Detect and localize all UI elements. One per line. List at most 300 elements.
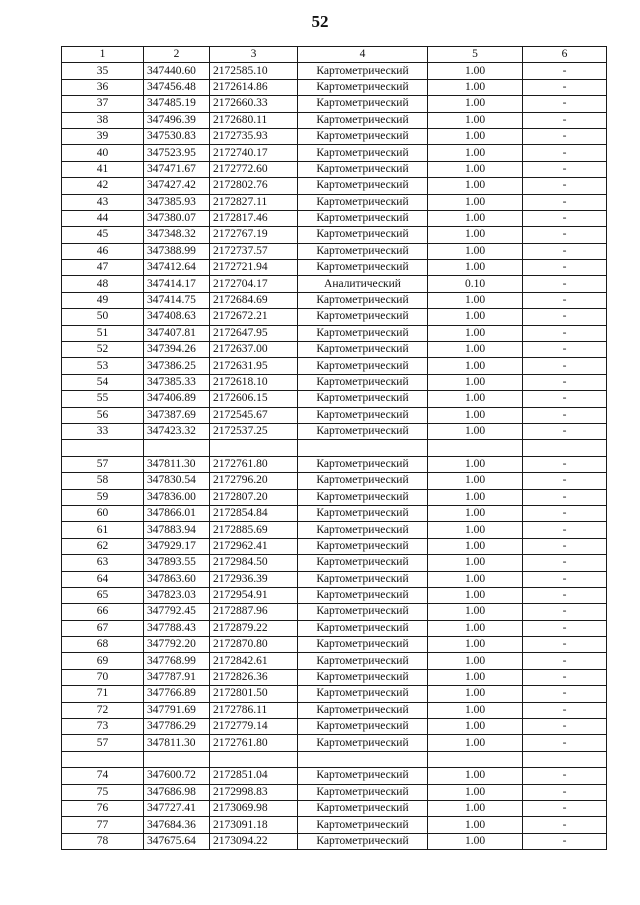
note-cell: -	[523, 178, 607, 194]
accuracy-cell	[428, 440, 523, 456]
point-number-cell: 57	[62, 735, 144, 751]
x-coordinate-cell: 347863.60	[144, 571, 210, 587]
point-number-cell: 52	[62, 342, 144, 358]
note-cell: -	[523, 604, 607, 620]
accuracy-cell: 1.00	[428, 112, 523, 128]
accuracy-cell: 1.00	[428, 407, 523, 423]
y-coordinate-cell: 2172962.41	[210, 538, 298, 554]
point-number-cell: 44	[62, 210, 144, 226]
method-cell: Картометрический	[298, 833, 428, 849]
x-coordinate-cell: 347386.25	[144, 358, 210, 374]
note-cell: -	[523, 571, 607, 587]
table-row	[62, 96, 607, 112]
method-cell: Картометрический	[298, 653, 428, 669]
y-coordinate-cell: 2172660.33	[210, 96, 298, 112]
y-coordinate-cell: 2173091.18	[210, 817, 298, 833]
method-cell: Картометрический	[298, 489, 428, 505]
table-row	[62, 145, 607, 161]
point-number-cell: 77	[62, 817, 144, 833]
method-cell: Картометрический	[298, 79, 428, 95]
point-number-cell: 67	[62, 620, 144, 636]
method-cell: Картометрический	[298, 178, 428, 194]
method-cell: Картометрический	[298, 735, 428, 751]
point-number-cell: 53	[62, 358, 144, 374]
note-cell: -	[523, 292, 607, 308]
accuracy-cell: 1.00	[428, 194, 523, 210]
x-coordinate-cell: 347866.01	[144, 505, 210, 521]
method-cell: Картометрический	[298, 637, 428, 653]
y-coordinate-cell: 2172801.50	[210, 686, 298, 702]
method-cell: Картометрический	[298, 342, 428, 358]
method-cell: Картометрический	[298, 358, 428, 374]
point-number-cell: 58	[62, 473, 144, 489]
method-cell: Картометрический	[298, 604, 428, 620]
x-coordinate-cell: 347684.36	[144, 817, 210, 833]
accuracy-cell: 1.00	[428, 309, 523, 325]
method-cell	[298, 440, 428, 456]
point-number-cell: 50	[62, 309, 144, 325]
y-coordinate-cell: 2172936.39	[210, 571, 298, 587]
point-number-cell: 62	[62, 538, 144, 554]
accuracy-cell: 1.00	[428, 735, 523, 751]
point-number-cell	[62, 440, 144, 456]
table-header-row	[62, 47, 607, 63]
note-cell: -	[523, 276, 607, 292]
point-number-cell: 63	[62, 555, 144, 571]
y-coordinate-cell: 2172585.10	[210, 63, 298, 79]
y-coordinate-cell: 2172817.46	[210, 210, 298, 226]
header-cell: 1	[62, 47, 144, 63]
method-cell: Картометрический	[298, 719, 428, 735]
accuracy-cell: 1.00	[428, 358, 523, 374]
method-cell: Картометрический	[298, 63, 428, 79]
accuracy-cell: 1.00	[428, 423, 523, 439]
note-cell: -	[523, 358, 607, 374]
x-coordinate-cell: 347883.94	[144, 522, 210, 538]
point-number-cell: 73	[62, 719, 144, 735]
accuracy-cell: 1.00	[428, 555, 523, 571]
y-coordinate-cell: 2172879.22	[210, 620, 298, 636]
note-cell	[523, 751, 607, 767]
x-coordinate-cell: 347414.17	[144, 276, 210, 292]
y-coordinate-cell: 2172827.11	[210, 194, 298, 210]
accuracy-cell: 1.00	[428, 505, 523, 521]
table-row	[62, 325, 607, 341]
point-number-cell: 33	[62, 423, 144, 439]
point-number-cell: 60	[62, 505, 144, 521]
x-coordinate-cell: 347786.29	[144, 719, 210, 735]
accuracy-cell: 1.00	[428, 96, 523, 112]
accuracy-cell: 1.00	[428, 833, 523, 849]
accuracy-cell: 1.00	[428, 325, 523, 341]
note-cell: -	[523, 145, 607, 161]
accuracy-cell: 1.00	[428, 63, 523, 79]
y-coordinate-cell: 2172870.80	[210, 637, 298, 653]
x-coordinate-cell: 347427.42	[144, 178, 210, 194]
x-coordinate-cell: 347788.43	[144, 620, 210, 636]
note-cell: -	[523, 473, 607, 489]
table-row	[62, 489, 607, 505]
x-coordinate-cell: 347929.17	[144, 538, 210, 554]
table-row	[62, 604, 607, 620]
table-row	[62, 423, 607, 439]
note-cell: -	[523, 423, 607, 439]
method-cell: Картометрический	[298, 128, 428, 144]
table-row	[62, 800, 607, 816]
table-row	[62, 112, 607, 128]
y-coordinate-cell: 2172779.14	[210, 719, 298, 735]
y-coordinate-cell: 2173069.98	[210, 800, 298, 816]
note-cell: -	[523, 686, 607, 702]
accuracy-cell: 1.00	[428, 817, 523, 833]
method-cell: Картометрический	[298, 587, 428, 603]
x-coordinate-cell	[144, 751, 210, 767]
note-cell: -	[523, 325, 607, 341]
accuracy-cell: 1.00	[428, 145, 523, 161]
accuracy-cell: 1.00	[428, 686, 523, 702]
note-cell: -	[523, 161, 607, 177]
note-cell: -	[523, 374, 607, 390]
table-row	[62, 309, 607, 325]
point-number-cell: 74	[62, 768, 144, 784]
point-number-cell: 70	[62, 669, 144, 685]
accuracy-cell: 1.00	[428, 522, 523, 538]
x-coordinate-cell: 347823.03	[144, 587, 210, 603]
y-coordinate-cell: 2172998.83	[210, 784, 298, 800]
note-cell: -	[523, 637, 607, 653]
x-coordinate-cell: 347380.07	[144, 210, 210, 226]
header-cell: 2	[144, 47, 210, 63]
y-coordinate-cell: 2172737.57	[210, 243, 298, 259]
note-cell: -	[523, 260, 607, 276]
table-row	[62, 522, 607, 538]
y-coordinate-cell: 2172618.10	[210, 374, 298, 390]
y-coordinate-cell: 2172606.15	[210, 391, 298, 407]
note-cell: -	[523, 735, 607, 751]
x-coordinate-cell: 347385.33	[144, 374, 210, 390]
table-row	[62, 243, 607, 259]
method-cell: Картометрический	[298, 784, 428, 800]
accuracy-cell: 1.00	[428, 374, 523, 390]
table-row	[62, 735, 607, 751]
method-cell: Картометрический	[298, 391, 428, 407]
x-coordinate-cell: 347675.64	[144, 833, 210, 849]
table-row	[62, 292, 607, 308]
x-coordinate-cell: 347727.41	[144, 800, 210, 816]
x-coordinate-cell: 347485.19	[144, 96, 210, 112]
x-coordinate-cell: 347471.67	[144, 161, 210, 177]
accuracy-cell: 1.00	[428, 620, 523, 636]
method-cell: Картометрический	[298, 145, 428, 161]
y-coordinate-cell: 2172704.17	[210, 276, 298, 292]
method-cell	[298, 751, 428, 767]
table-row	[62, 342, 607, 358]
x-coordinate-cell: 347686.98	[144, 784, 210, 800]
note-cell: -	[523, 719, 607, 735]
x-coordinate-cell: 347523.95	[144, 145, 210, 161]
x-coordinate-cell: 347787.91	[144, 669, 210, 685]
table-row	[62, 817, 607, 833]
method-cell: Картометрический	[298, 194, 428, 210]
x-coordinate-cell: 347600.72	[144, 768, 210, 784]
method-cell: Картометрический	[298, 538, 428, 554]
y-coordinate-cell: 2172786.11	[210, 702, 298, 718]
method-cell: Картометрический	[298, 161, 428, 177]
accuracy-cell: 1.00	[428, 800, 523, 816]
table-row	[62, 210, 607, 226]
point-number-cell: 51	[62, 325, 144, 341]
note-cell	[523, 440, 607, 456]
accuracy-cell: 1.00	[428, 702, 523, 718]
method-cell: Картометрический	[298, 768, 428, 784]
y-coordinate-cell: 2172772.60	[210, 161, 298, 177]
header-cell: 5	[428, 47, 523, 63]
note-cell: -	[523, 522, 607, 538]
table-row	[62, 637, 607, 653]
method-cell: Картометрический	[298, 620, 428, 636]
method-cell: Картометрический	[298, 800, 428, 816]
page-number: 52	[311, 12, 329, 31]
x-coordinate-cell: 347811.30	[144, 456, 210, 472]
note-cell: -	[523, 620, 607, 636]
point-number-cell	[62, 751, 144, 767]
y-coordinate-cell: 2172887.96	[210, 604, 298, 620]
accuracy-cell: 1.00	[428, 587, 523, 603]
method-cell: Картометрический	[298, 423, 428, 439]
note-cell: -	[523, 555, 607, 571]
accuracy-cell: 1.00	[428, 784, 523, 800]
accuracy-cell: 1.00	[428, 260, 523, 276]
y-coordinate-cell	[210, 440, 298, 456]
table-row	[62, 178, 607, 194]
y-coordinate-cell: 2172807.20	[210, 489, 298, 505]
method-cell: Картометрический	[298, 702, 428, 718]
table-row	[62, 784, 607, 800]
point-number-cell: 59	[62, 489, 144, 505]
point-number-cell: 47	[62, 260, 144, 276]
accuracy-cell: 1.00	[428, 768, 523, 784]
accuracy-cell: 1.00	[428, 719, 523, 735]
table-row	[62, 260, 607, 276]
note-cell: -	[523, 96, 607, 112]
note-cell: -	[523, 489, 607, 505]
method-cell: Картометрический	[298, 456, 428, 472]
table-row	[62, 374, 607, 390]
table-row	[62, 719, 607, 735]
y-coordinate-cell: 2172545.67	[210, 407, 298, 423]
x-coordinate-cell: 347385.93	[144, 194, 210, 210]
y-coordinate-cell: 2172761.80	[210, 735, 298, 751]
method-cell: Картометрический	[298, 243, 428, 259]
y-coordinate-cell: 2172631.95	[210, 358, 298, 374]
x-coordinate-cell: 347496.39	[144, 112, 210, 128]
point-number-cell: 40	[62, 145, 144, 161]
x-coordinate-cell: 347414.75	[144, 292, 210, 308]
note-cell: -	[523, 768, 607, 784]
method-cell: Картометрический	[298, 210, 428, 226]
table-row	[62, 358, 607, 374]
point-number-cell: 57	[62, 456, 144, 472]
method-cell: Картометрический	[298, 374, 428, 390]
note-cell: -	[523, 63, 607, 79]
y-coordinate-cell: 2172735.93	[210, 128, 298, 144]
accuracy-cell: 1.00	[428, 342, 523, 358]
point-number-cell: 69	[62, 653, 144, 669]
x-coordinate-cell: 347348.32	[144, 227, 210, 243]
accuracy-cell: 1.00	[428, 473, 523, 489]
y-coordinate-cell: 2172767.19	[210, 227, 298, 243]
y-coordinate-cell: 2172842.61	[210, 653, 298, 669]
accuracy-cell: 1.00	[428, 79, 523, 95]
x-coordinate-cell: 347408.63	[144, 309, 210, 325]
x-coordinate-cell: 347440.60	[144, 63, 210, 79]
point-number-cell: 76	[62, 800, 144, 816]
x-coordinate-cell: 347768.99	[144, 653, 210, 669]
table-row	[62, 63, 607, 79]
method-cell: Картометрический	[298, 292, 428, 308]
header-cell: 4	[298, 47, 428, 63]
point-number-cell: 49	[62, 292, 144, 308]
method-cell: Картометрический	[298, 96, 428, 112]
note-cell: -	[523, 309, 607, 325]
table-row	[62, 456, 607, 472]
table-row	[62, 194, 607, 210]
y-coordinate-cell: 2172684.69	[210, 292, 298, 308]
x-coordinate-cell: 347388.99	[144, 243, 210, 259]
table-row	[62, 702, 607, 718]
y-coordinate-cell: 2172761.80	[210, 456, 298, 472]
accuracy-cell: 1.00	[428, 653, 523, 669]
point-number-cell: 43	[62, 194, 144, 210]
note-cell: -	[523, 391, 607, 407]
y-coordinate-cell: 2172796.20	[210, 473, 298, 489]
point-number-cell: 71	[62, 686, 144, 702]
point-number-cell: 65	[62, 587, 144, 603]
table-row	[62, 620, 607, 636]
x-coordinate-cell: 347412.64	[144, 260, 210, 276]
method-cell: Картометрический	[298, 260, 428, 276]
point-number-cell: 48	[62, 276, 144, 292]
note-cell: -	[523, 194, 607, 210]
x-coordinate-cell: 347423.32	[144, 423, 210, 439]
table-row	[62, 686, 607, 702]
x-coordinate-cell: 347387.69	[144, 407, 210, 423]
x-coordinate-cell: 347836.00	[144, 489, 210, 505]
method-cell: Аналитический	[298, 276, 428, 292]
x-coordinate-cell: 347830.54	[144, 473, 210, 489]
y-coordinate-cell: 2172954.91	[210, 587, 298, 603]
method-cell: Картометрический	[298, 522, 428, 538]
method-cell: Картометрический	[298, 686, 428, 702]
x-coordinate-cell: 347766.89	[144, 686, 210, 702]
x-coordinate-cell	[144, 440, 210, 456]
accuracy-cell: 1.00	[428, 178, 523, 194]
note-cell: -	[523, 702, 607, 718]
point-number-cell: 75	[62, 784, 144, 800]
x-coordinate-cell: 347406.89	[144, 391, 210, 407]
note-cell: -	[523, 128, 607, 144]
coordinates-table	[61, 46, 607, 850]
x-coordinate-cell: 347792.45	[144, 604, 210, 620]
point-number-cell: 61	[62, 522, 144, 538]
method-cell: Картометрический	[298, 817, 428, 833]
note-cell: -	[523, 800, 607, 816]
method-cell: Картометрический	[298, 473, 428, 489]
accuracy-cell: 1.00	[428, 243, 523, 259]
method-cell: Картометрический	[298, 555, 428, 571]
accuracy-cell: 1.00	[428, 128, 523, 144]
table-row	[62, 669, 607, 685]
x-coordinate-cell: 347811.30	[144, 735, 210, 751]
table-row	[62, 505, 607, 521]
method-cell: Картометрический	[298, 571, 428, 587]
point-number-cell: 54	[62, 374, 144, 390]
table-row	[62, 128, 607, 144]
point-number-cell: 38	[62, 112, 144, 128]
accuracy-cell: 1.00	[428, 571, 523, 587]
method-cell: Картометрический	[298, 505, 428, 521]
table-row	[62, 391, 607, 407]
y-coordinate-cell: 2172802.76	[210, 178, 298, 194]
y-coordinate-cell: 2172851.04	[210, 768, 298, 784]
table-body	[62, 47, 607, 850]
table-row	[62, 161, 607, 177]
table-row	[62, 79, 607, 95]
note-cell: -	[523, 210, 607, 226]
accuracy-cell: 1.00	[428, 489, 523, 505]
note-cell: -	[523, 227, 607, 243]
y-coordinate-cell: 2172647.95	[210, 325, 298, 341]
point-number-cell: 64	[62, 571, 144, 587]
accuracy-cell: 1.00	[428, 161, 523, 177]
table-row	[62, 538, 607, 554]
method-cell: Картометрический	[298, 669, 428, 685]
point-number-cell: 46	[62, 243, 144, 259]
x-coordinate-cell: 347893.55	[144, 555, 210, 571]
note-cell: -	[523, 505, 607, 521]
method-cell: Картометрический	[298, 227, 428, 243]
y-coordinate-cell: 2172614.86	[210, 79, 298, 95]
point-number-cell: 39	[62, 128, 144, 144]
table-row	[62, 768, 607, 784]
accuracy-cell: 1.00	[428, 227, 523, 243]
point-number-cell: 78	[62, 833, 144, 849]
point-number-cell: 66	[62, 604, 144, 620]
method-cell: Картометрический	[298, 325, 428, 341]
x-coordinate-cell: 347394.26	[144, 342, 210, 358]
note-cell: -	[523, 833, 607, 849]
point-number-cell: 45	[62, 227, 144, 243]
accuracy-cell: 1.00	[428, 637, 523, 653]
method-cell: Картометрический	[298, 407, 428, 423]
y-coordinate-cell: 2172885.69	[210, 522, 298, 538]
x-coordinate-cell: 347791.69	[144, 702, 210, 718]
y-coordinate-cell: 2172672.21	[210, 309, 298, 325]
note-cell: -	[523, 669, 607, 685]
method-cell: Картометрический	[298, 112, 428, 128]
note-cell: -	[523, 456, 607, 472]
header-cell: 6	[523, 47, 607, 63]
header-cell: 3	[210, 47, 298, 63]
note-cell: -	[523, 342, 607, 358]
y-coordinate-cell: 2172984.50	[210, 555, 298, 571]
note-cell: -	[523, 407, 607, 423]
y-coordinate-cell: 2172854.84	[210, 505, 298, 521]
accuracy-cell: 1.00	[428, 456, 523, 472]
note-cell: -	[523, 587, 607, 603]
note-cell: -	[523, 784, 607, 800]
table-row	[62, 653, 607, 669]
